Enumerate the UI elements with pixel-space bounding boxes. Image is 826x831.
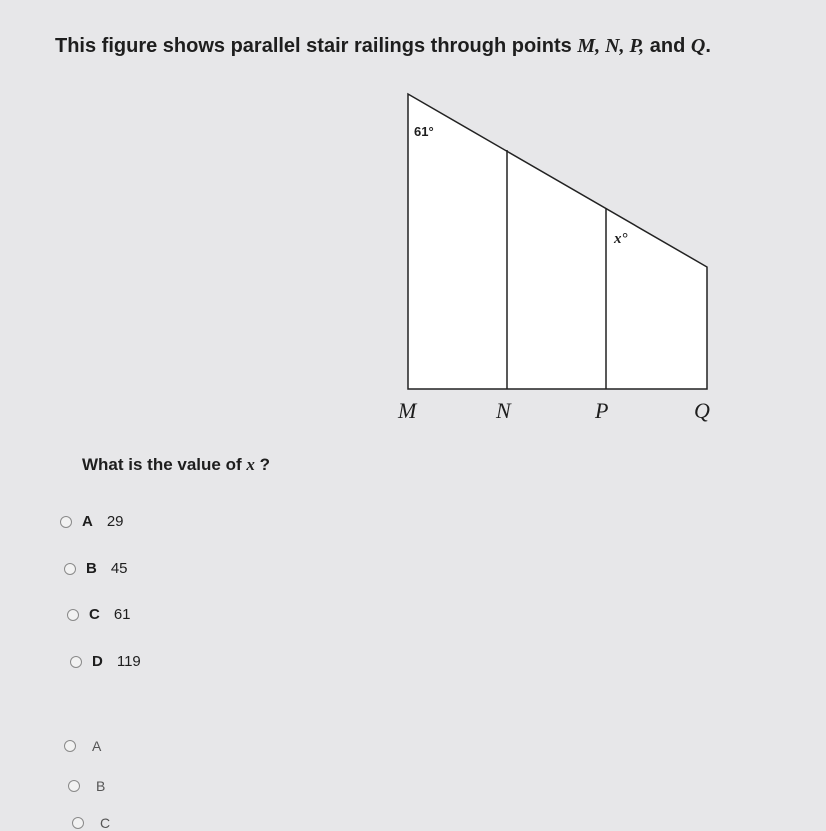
choice-c-value: 61 (113, 606, 131, 623)
angle-x-label: x° (614, 231, 628, 247)
choice-a[interactable] (60, 513, 124, 530)
radio-d-icon[interactable] (70, 656, 82, 668)
choice-d[interactable] (70, 653, 141, 670)
answer-c-label: C (100, 815, 111, 831)
prompt-variable: x (246, 455, 255, 474)
radio-a-icon[interactable] (60, 516, 72, 528)
choice-c-letter: C (89, 606, 100, 623)
choice-d-letter: D (92, 653, 103, 670)
radio-c-icon[interactable] (67, 609, 79, 621)
question-last-point: Q (690, 35, 706, 57)
choice-c[interactable] (67, 606, 131, 623)
point-p-label: P (595, 398, 609, 423)
choice-a-value: 29 (106, 513, 124, 530)
prompt-question-mark: ? (259, 455, 270, 474)
prompt-text (82, 455, 270, 475)
point-m-label: M (398, 398, 417, 423)
prompt-body: What is the value of (82, 455, 242, 474)
question-and: and (649, 35, 686, 57)
question-text-body: This figure shows parallel stair railings through points (55, 35, 572, 57)
angle-61-label: 61° (414, 124, 434, 139)
question-points: M, N, P, (577, 35, 645, 57)
choice-b[interactable] (64, 560, 128, 577)
radio-b-icon[interactable] (64, 563, 76, 575)
answer-b[interactable] (68, 778, 105, 794)
answer-radio-a-icon[interactable] (64, 740, 76, 752)
point-q-label: Q (694, 398, 710, 423)
answer-radio-c-icon[interactable] (72, 817, 84, 829)
answer-c[interactable] (72, 815, 110, 831)
choice-b-letter: B (86, 560, 97, 577)
choice-b-value: 45 (110, 560, 128, 577)
answer-a-label: A (92, 738, 102, 754)
figure-outline (408, 94, 707, 389)
point-n-label: N (496, 398, 511, 423)
question-period: . (705, 35, 711, 57)
choice-a-letter: A (82, 513, 93, 530)
answer-a[interactable] (64, 738, 101, 754)
answer-b-label: B (96, 778, 106, 794)
answer-radio-b-icon[interactable] (68, 780, 80, 792)
choice-d-value: 119 (116, 653, 141, 670)
